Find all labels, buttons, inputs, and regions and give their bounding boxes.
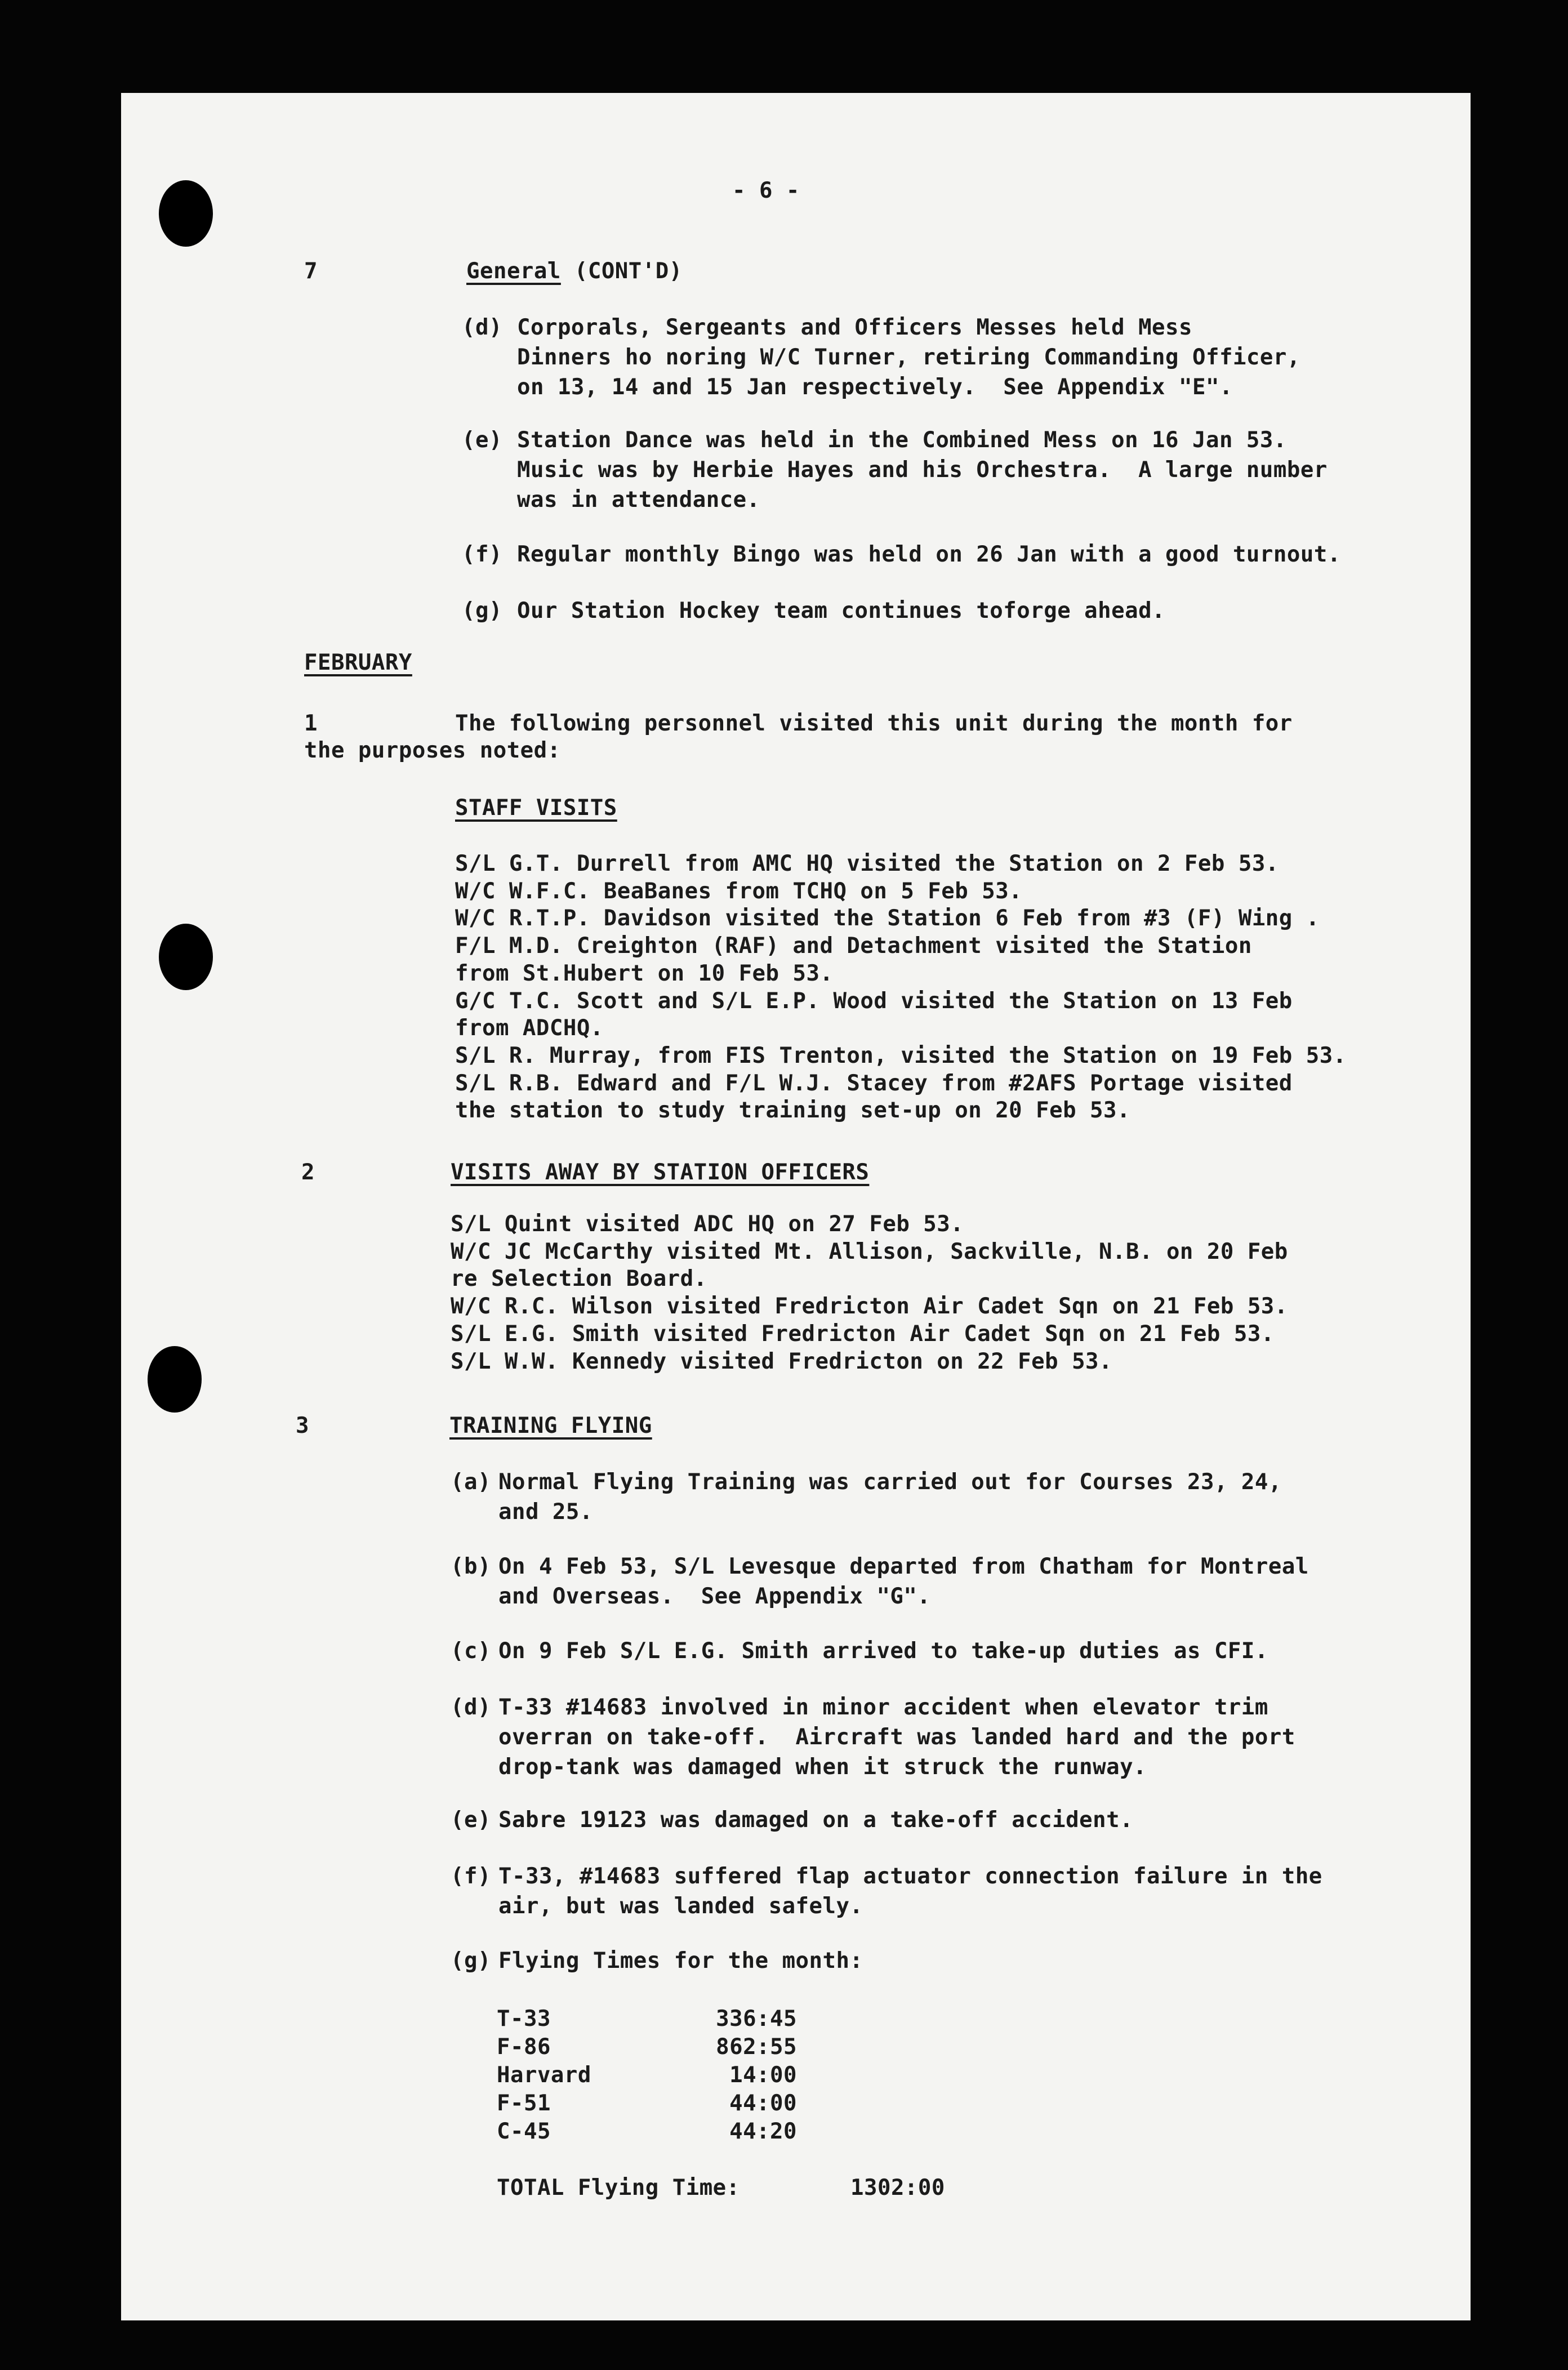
- section-heading: General (CONT'D): [466, 259, 683, 284]
- item-label: (c): [451, 1638, 491, 1664]
- item-text: T-33, #14683 suffered flap actuator connection failure in the air, but was landed safely.: [498, 1864, 1322, 1919]
- item-label: (g): [462, 598, 502, 623]
- item-label: (d): [451, 1695, 491, 1720]
- item-text: Corporals, Sergeants and Officers Messes held Mess Dinners ho noring W/C Turner, retiring Commanding Officer, on 13, 14 and 15 Jan respectively. See Appendix "E".: [517, 315, 1300, 400]
- subheading: VISITS AWAY BY STATION OFFICERS: [451, 1160, 870, 1185]
- subheading: STAFF VISITS: [455, 795, 617, 821]
- aircraft-name: Harvard: [497, 2062, 591, 2088]
- item-label: (d): [462, 315, 502, 340]
- flying-time: 44:00: [729, 2091, 797, 2116]
- item-text: Sabre 19123 was damaged on a take-off accident.: [498, 1807, 1134, 1833]
- item-label: (f): [451, 1864, 491, 1889]
- aircraft-column: [497, 2005, 591, 2146]
- item-label: (f): [462, 542, 502, 567]
- item-text: Regular monthly Bingo was held on 26 Jan with a good turnout.: [517, 542, 1341, 567]
- item-label: (b): [451, 1554, 491, 1579]
- time-column: [676, 2005, 797, 2146]
- paragraph-line: the purposes noted:: [304, 738, 561, 763]
- subheading: TRAINING FLYING: [449, 1413, 652, 1438]
- item-label: (e): [451, 1807, 491, 1833]
- item-text: Station Dance was held in the Combined Mess on 16 Jan 53. Music was by Herbie Hayes and his Orchestra. A large number was in attendance.: [517, 427, 1328, 513]
- section-number: 1: [304, 711, 318, 736]
- item-text: Normal Flying Training was carried out for Courses 23, 24, and 25.: [498, 1469, 1282, 1525]
- month-heading: FEBRUARY: [304, 650, 412, 675]
- punch-hole: [159, 924, 213, 990]
- paragraph-line: The following personnel visited this unit during the month for: [455, 711, 1293, 736]
- flying-time: 862:55: [716, 2034, 797, 2060]
- punch-hole: [148, 1346, 202, 1413]
- item-label: (g): [451, 1948, 491, 1973]
- aircraft-name: F-51: [497, 2091, 551, 2116]
- staff-visits-list: S/L G.T. Durrell from AMC HQ visited the Station on 2 Feb 53. W/C W.F.C. BeaBanes from TCHQ on 5 Feb 53. W/C R.T.P. Davidson visited the Station 6 Feb from #3 (F) Wing . F/L M.D. Creighton (RAF) and Detachment visited the Station from St.Hubert on 10 Feb 53. G/C T.C. Scott and S/L E.P. Wood visited the Station on 13 Feb from ADCHQ. S/L R. Murray, from FIS Trenton, visited the Station on 19 Feb 53. S/L R.B. Edward and F/L W.J. Stacey from #2AFS Portage visited the station to study training set-up on 20 Feb 53.: [455, 851, 1347, 1124]
- item-text: T-33 #14683 involved in minor accident when elevator trim overran on take-off. Aircraft was landed hard and the port drop-tank was damaged when it struck the runway.: [498, 1695, 1295, 1780]
- item-text: Our Station Hockey team continues toforge ahead.: [517, 598, 1166, 623]
- total-value: 1302:00: [850, 2175, 945, 2200]
- page-number: - 6 -: [732, 178, 800, 203]
- visits-away-list: S/L Quint visited ADC HQ on 27 Feb 53. W/C JC McCarthy visited Mt. Allison, Sackville, N.B. on 20 Feb re Selection Board. W/C R.C. Wilson visited Fredricton Air Cadet Sqn on 21 Feb 53. S/L E.G. Smith visited Fredricton Air Cadet Sqn on 21 Feb 53. S/L W.W. Kennedy visited Fredricton on 22 Feb 53.: [451, 1211, 1288, 1374]
- section-number: 2: [301, 1160, 315, 1185]
- item-text: On 9 Feb S/L E.G. Smith arrived to take-up duties as CFI.: [498, 1638, 1268, 1664]
- flying-time: 14:00: [729, 2062, 797, 2088]
- item-label: (a): [451, 1469, 491, 1495]
- item-text: Flying Times for the month:: [498, 1948, 863, 1973]
- punch-hole: [159, 180, 213, 247]
- section-number: 3: [296, 1413, 309, 1438]
- total-label: TOTAL Flying Time:: [497, 2175, 740, 2200]
- aircraft-name: C-45: [497, 2119, 551, 2144]
- aircraft-name: F-86: [497, 2034, 551, 2060]
- section-number: 7: [304, 259, 318, 284]
- aircraft-name: T-33: [497, 2006, 551, 2032]
- flying-time: 44:20: [729, 2119, 797, 2144]
- item-label: (e): [462, 427, 502, 453]
- item-text: On 4 Feb 53, S/L Levesque departed from Chatham for Montreal and Overseas. See Appendix "G".: [498, 1554, 1309, 1609]
- flying-time: 336:45: [716, 2006, 797, 2032]
